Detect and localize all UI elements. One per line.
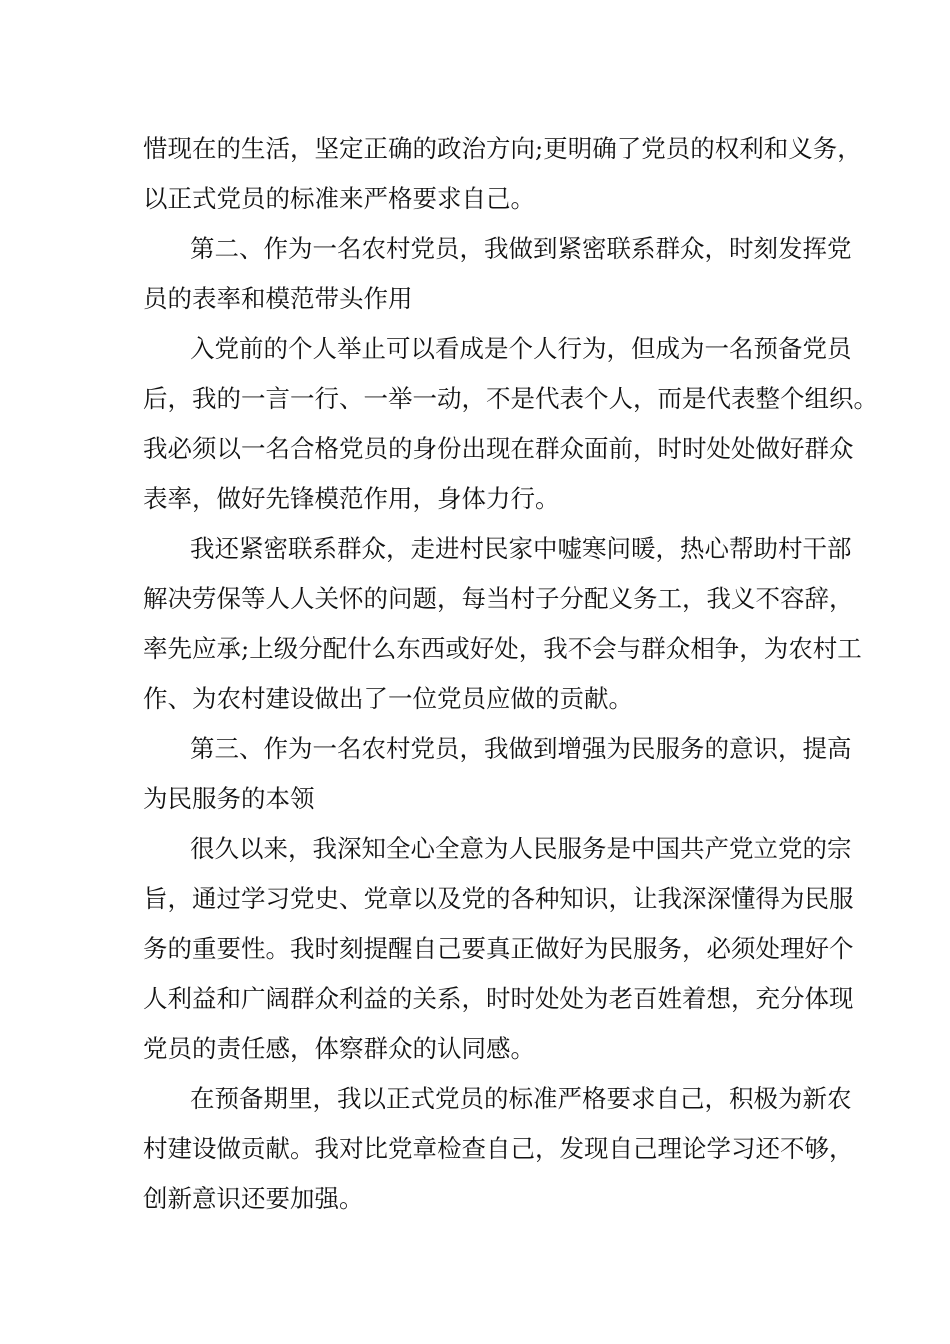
text-line: 以正式党员的标准来严格要求自己。 — [143, 184, 535, 213]
text-line: 入党前的个人举止可以看成是个人行为，但成为一名预备党员 — [190, 334, 852, 363]
section-heading-line: 为民服务的本领 — [143, 784, 315, 813]
text-line: 惜现在的生活，坚定正确的政治方向;更明确了党员的权利和义务， — [143, 134, 862, 163]
text-line: 后，我的一言一行、一举一动，不是代表个人，而是代表整个组织。 — [143, 384, 878, 413]
text-line: 很久以来，我深知全心全意为人民服务是中国共产党立党的宗 — [190, 834, 852, 863]
section-heading-line: 员的表率和模范带头作用 — [143, 284, 413, 313]
text-line: 旨，通过学习党史、党章以及党的各种知识，让我深深懂得为民服 — [143, 884, 854, 913]
text-line: 务的重要性。我时刻提醒自己要真正做好为民服务，必须处理好个 — [143, 934, 854, 963]
section-heading-line: 第三、作为一名农村党员，我做到增强为民服务的意识，提高 — [190, 734, 852, 763]
section-heading-line: 第二、作为一名农村党员，我做到紧密联系群众，时刻发挥党 — [190, 234, 852, 263]
text-line: 作、为农村建设做出了一位党员应做的贡献。 — [143, 684, 633, 713]
text-line: 创新意识还要加强。 — [143, 1184, 364, 1213]
text-line: 村建设做贡献。我对比党章检查自己，发现自己理论学习还不够， — [143, 1134, 854, 1163]
text-line: 我必须以一名合格党员的身份出现在群众面前，时时处处做好群众 — [143, 434, 854, 463]
text-line: 人利益和广阔群众利益的关系，时时处处为老百姓着想，充分体现 — [143, 984, 854, 1013]
text-line: 解决劳保等人人关怀的问题，每当村子分配义务工，我义不容辞， — [143, 584, 854, 613]
text-line: 在预备期里，我以正式党员的标准严格要求自己，积极为新农 — [190, 1084, 852, 1113]
text-line: 率先应承;上级分配什么东西或好处，我不会与群众相争，为农村工 — [143, 634, 862, 663]
text-line: 我还紧密联系群众，走进村民家中嘘寒问暖，热心帮助村干部 — [190, 534, 852, 563]
text-line: 党员的责任感，体察群众的认同感。 — [143, 1034, 535, 1063]
text-line: 表率，做好先锋模范作用，身体力行。 — [143, 484, 560, 513]
